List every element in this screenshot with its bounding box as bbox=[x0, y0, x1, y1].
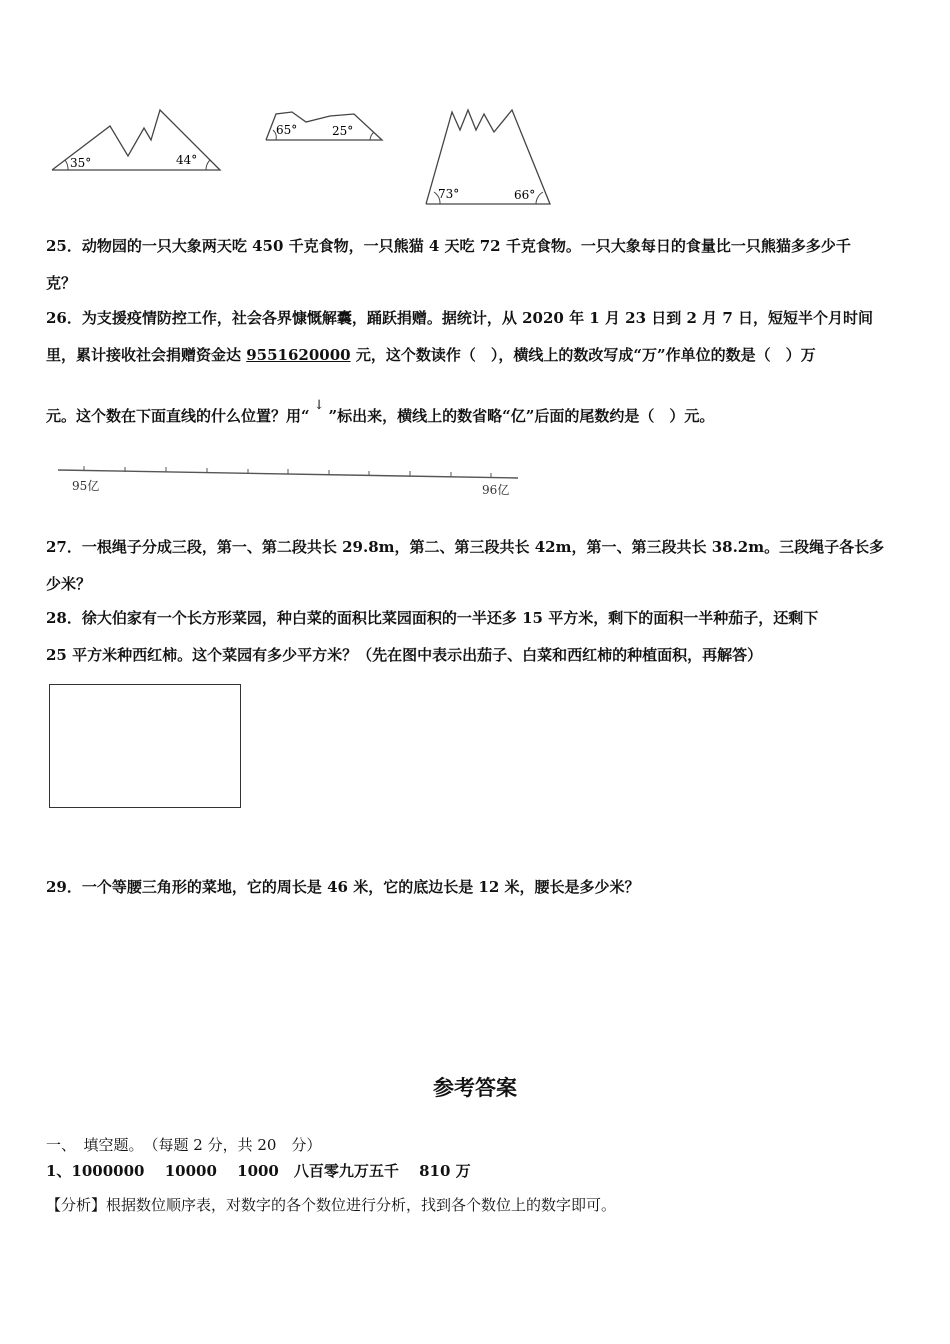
answers-title: 参考答案 bbox=[433, 1075, 517, 1100]
numberline-left-label: 95亿 bbox=[72, 479, 100, 493]
q25-line2: 克？ bbox=[46, 274, 77, 292]
q26-line3-post: ”标出来，横线上的数省略“亿”后面的尾数约是（ ）元。 bbox=[328, 407, 715, 425]
number-line bbox=[54, 458, 524, 500]
q27-line1: 27．一根绳子分成三段，第一、第二段共长 29.8m，第二、第三段共长 42m，第一、第三段共长 38.2m。三段绳子各长多 bbox=[46, 538, 885, 556]
q26-line2 bbox=[46, 346, 816, 364]
q26-donation-number: 9551620000 bbox=[246, 346, 351, 364]
numberline-right-label: 96亿 bbox=[482, 483, 510, 497]
q26-line3 bbox=[46, 398, 715, 426]
q26-line3-pre: 元。这个数在下面直线的什么位置？用“ bbox=[46, 407, 310, 425]
garden-rectangle bbox=[49, 684, 241, 808]
answers-section-1: 一、 填空题。 （每题 2 分，共 20 分） bbox=[46, 1136, 322, 1154]
q26-line2-post: 元，这个数读作（ ），横线上的数改写成“万”作单位的数是（ ）万 bbox=[350, 346, 816, 364]
fig1-angle-b: 44° bbox=[176, 153, 198, 167]
fig2-angle-b: 25° bbox=[332, 124, 354, 138]
figure-3-trapezoid bbox=[422, 104, 554, 208]
figure-2-shape bbox=[262, 108, 386, 144]
q26-line2-pre: 里，累计接收社会捐赠资金达 bbox=[46, 346, 247, 364]
q29-line1: 29．一个等腰三角形的菜地，它的周长是 46 米，它的底边长是 12 米，腰长是多少米？ bbox=[46, 878, 640, 896]
answer-1-analysis: 【分析】根据数位顺序表，对数字的各个数位进行分析，找到各个数位上的数字即可。 bbox=[46, 1196, 617, 1214]
fig1-angle-a: 35° bbox=[70, 156, 92, 170]
fig3-angle-b: 66° bbox=[514, 188, 536, 202]
q28-line2: 25 平方米种西红柿。这个菜园有多少平方米？（先在图中表示出茄子、白菜和西红柿的种植面积，再解答） bbox=[46, 646, 763, 664]
q26-line1: 26．为支援疫情防控工作，社会各界慷慨解囊，踊跃捐赠。据统计，从 2020 年 1 月 23 日到 2 月 7 日，短短半个月时间 bbox=[46, 309, 874, 327]
fig3-angle-a: 73° bbox=[438, 187, 460, 201]
down-arrow-icon: ↓ bbox=[313, 398, 325, 413]
figure-1-mountain bbox=[48, 104, 226, 176]
q28-line1: 28．徐大伯家有一个长方形菜园，种白菜的面积比菜园面积的一半还多 15 平方米，剩下的面积一半种茄子，还剩下 bbox=[46, 609, 819, 627]
q27-line2: 少米？ bbox=[46, 575, 92, 593]
q25-line1: 25．动物园的一只大象两天吃 450 千克食物，一只熊猫 4 天吃 72 千克食物。一只大象每日的食量比一只熊猫多多少千 bbox=[46, 237, 851, 255]
fig2-angle-a: 65° bbox=[276, 123, 298, 137]
answer-1: 1、1000000 10000 1000 八百零九万五千 810 万 bbox=[46, 1162, 471, 1180]
